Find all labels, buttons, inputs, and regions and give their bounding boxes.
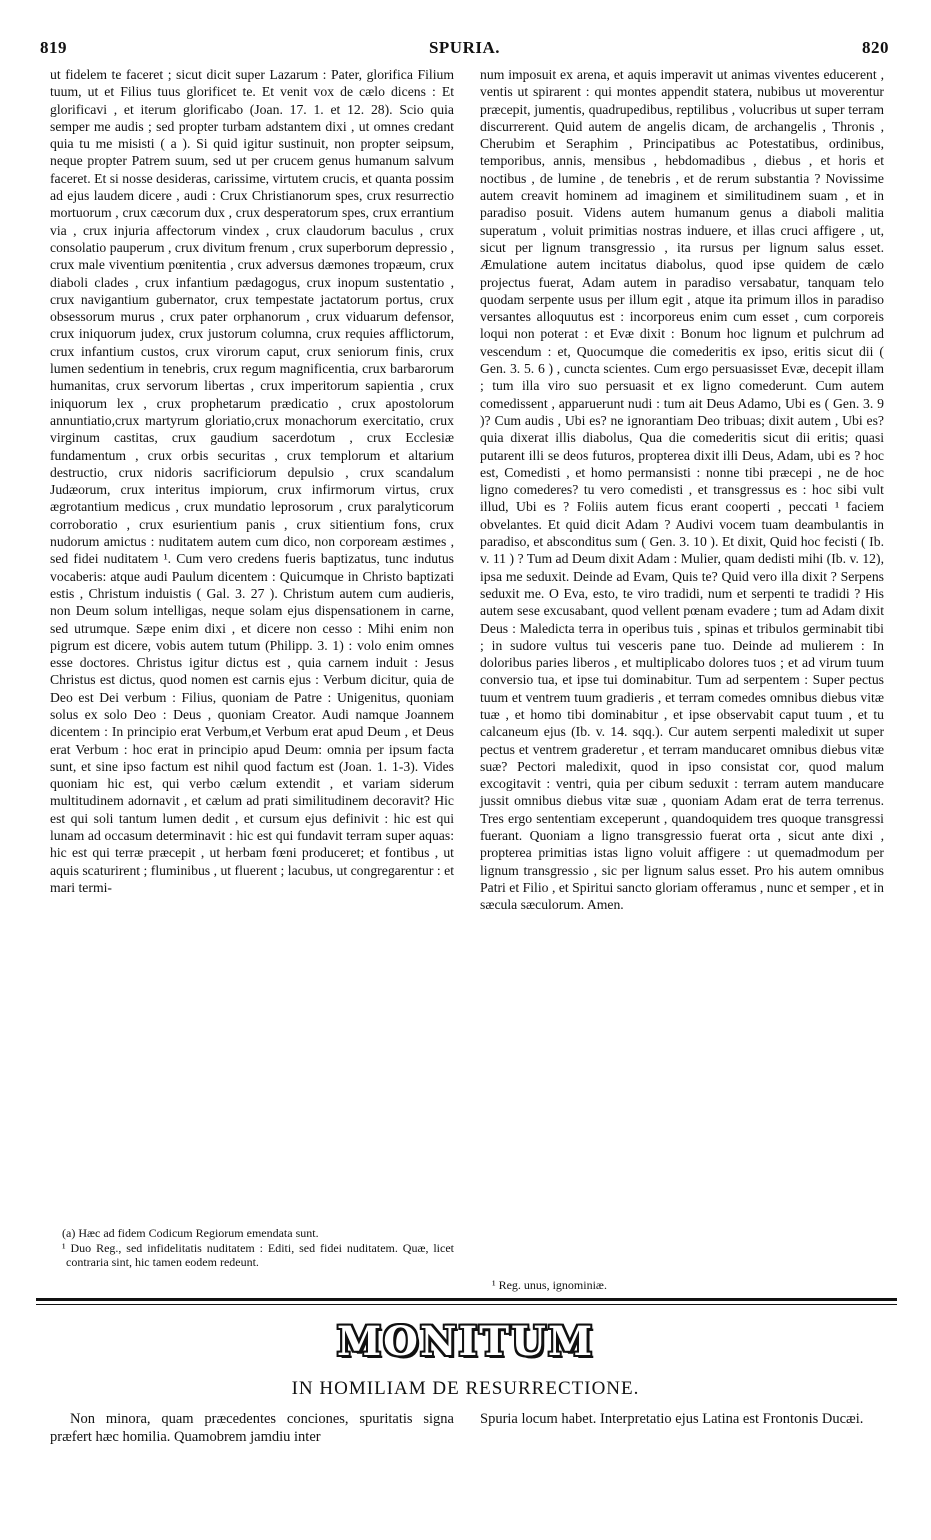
footnotes-right [480,1278,884,1293]
right-column-text: num imposuit ex arena, et aquis imperavit ut animas viventes educerent , ventis ut spirarent : qui montes appendit statera, nubibus ut moverentur præcepit, jumentis, quadrupedibus, reptilibus , volucribus ut super terram discurrerent. Quid autem de angelis dicam, de archangelis , Thronis , Cherubim et Seraphim , Principatibus ac Potestatibus, ordinibus, temporibus, annis, mensibus , hebdomadibus , diebus , et horis et noctibus , de lumine , de tenebris , et de rerum substantia ? Novissime autem creavit hominem ad imaginem et similitudinem suam , et in paradiso posuit. Videns autem humanum genus a diaboli malitia superatum , voluit primitias nostras induere, et illas cruci affigere , ut, sicut per lignum transgressio , ita rursus per lignum salus esset. Æmulatione autem incitatus diabolus, quod ipse quidem de cælo projectus fuerat, Adam autem in paradiso versabatur, tanquam telo quodam serpente usus per illum egit , atque ita primum illos in paradiso versantes alloquutus est : incorporeus enim cum esset , cum corporeis loqui non poterat : et Evæ dixit : Bonum hoc lignum et pulchrum ad vescendum : et, Quocumque die comederitis ex ipso, eritis sicut dii ( Gen. 3. 5. 6 ) , cuncta scientes. Cum ergo persuasisset Evæ, decepit illam ; tum illa viro suo persuasit et ex ligno comederunt. Cum autem comedissent , apparuerunt nudi : tum ait Deus Adamo, Ubi es ( Gen. 3. 9 )? Cum audis , Ubi es? ne ignorantiam Deo tribuas; dixit autem , Ubi es? quia dixerat illis diabolus, Qua die comederitis sicut dii eritis; quasi putarent illi se deos futuros, propterea dixit illi Deus, Adam, ubi es ? hoc est, Comedisti , et homo permansisti : nonne tibi præcepi , ne de hoc ligno comederes? tu vero comedisti , et transgressus es : hoc sibi vult illud, Ubi es ? Foliis autem ficus erant cooperti , peccati ¹ faciem obvelantes. Et quid dicit Adam ? Audivi vocem tuam deambulantis in paradiso, et absconditus sum ( Gen. 3. 10 ). Et dixit, Quid hoc fecisti ( Ib. v. 11 ) ? Tum ad Deum dixit Adam : Mulier, quam dedisti mihi (Ib. v. 12), ipsa me seduxit. Deinde ad Evam, Quis te? Quid vero illa dixit ? Serpens seduxit me. O Eva, esto, te viro tradidi, num et serpenti te tradidi ? His autem sese excusabant, quod vellent pœnam evadere ; tum ad Adam dixit Deus : Maledicta terra in operibus tuis , spinas et tribulos germinabit tibi ; in sudore vultus tui vesceris pane tuo. Deinde ad mulierem : In doloribus paries liberos , et multiplicabo dolores tuos ; et ad virum tuum conversio tua, et ipse tui dominabitur. Tum ad serpentem : Super pectus tuum et ventrem tuum gradieris , et terram comedes omnibus diebus vitæ tuæ , et homo tibi dominabitur , et ipse observabit caput tuum , et tu calcaneum ejus (Ib. v. 14. sqq.). Cur autem serpenti maledixit ut super pectus et ventrem graderetur , et terram manducaret omnibus diebus vitæ suæ? Pectori maledixit, quod in ipso consistat cor, quod malum excogitavit : ventri, quia per cibum seduxit : terram autem manducare jussit omnibus diebus vitæ suæ , quoniam Adam erat de terra terrenus. Tres ergo sententiam exceperunt , quandoquidem tres quoque transgressi fuerant. Quoniam a ligno transgressio fuerat orta , sicut ante dixi , propterea primitias istas ligno voluit affigere : ut quemadmodum per lignum transgressio , sic per lignum salus esset. Pro his autem omnibus Patri et Filio , et Spiritui sancto gloriam offeramus , nunc et semper , et in sæcula sæculorum. Amen. [480,67,884,913]
footnotes-left [50,1226,454,1270]
monitum-subtitle: IN HOMILIAM DE RESURRECTIONE. [291,1378,640,1399]
footnote: ¹ Reg. unus, ignominiæ. [492,1278,607,1292]
monitum-paragraph-left: Non minora, quam præcedentes conciones, spuritatis signa præfert hæc homilia. Quamobrem jamdiu inter [50,1411,454,1445]
footnote: (a) Hæc ad fidem Codicum Regiorum emendata sunt. [62,1226,319,1240]
monitum-text-right [480,1410,884,1428]
monitum-heading: MONITUM [336,1318,595,1365]
section-rule-thin [36,1304,897,1305]
left-column-text: ut fidelem te faceret ; sicut dicit super Lazarum : Pater, glorifica Filium tuum, ut et Filius tuus glorificet te. Et venit vox de cælo dicens : Et glorificavi , et iterum glorificabo (Joan. 17. 1. et 12. 28). Scio quia semper me audis ; sed propter turbam adstantem dixi , ut omnes credant quia tu me misisti ( a ). Si quid igitur sustinuit, non propter seipsum, neque propter Patrem suum, sed ut per crucem genus humanum salvum faceret. Et si nosse desideras, carissime, virtutem crucis, et quanta possim ad ejus laudem dicere , audi : Crux Christianorum spes, crux resurrectio mortuorum , crux cæcorum dux , crux desperatorum spes, crux errantium via , crux injuria affectorum vindex , crux claudorum baculus , crux consolatio pauperum , crux divitum frenum , crux superborum depressio , crux male viventium pœnitentia , crux adversus dæmones tropæum, crux diaboli clades , crux infantium pædagogus, crux inopum sustentatio , crux navigantium gubernator, crux tempestate jactatorum portus, crux obsessorum murus , crux pater orphanorum , crux viduarum defensor, crux iniquorum judex, crux justorum columna, crux requies afflictorum, crux infantium custos, crux virorum caput, crux seniorum finis, crux lumen sedentium in tenebris, crux regum magnificentia, crux barbarorum humanitas, crux servorum libertas , crux imperitorum sapientia , crux iniquorum lex , crux prophetarum prædicatio , crux apostolorum annuntiatio,crux martyrum gloriatio,crux monachorum exercitatio, crux virginum castitas, crux gaudium sacerdotum , crux Ecclesiæ fundamentum , crux orbis securitas , crux templorum et altarium destructio, crux nidoris sacrificiorum depulsio , crux scandalum Judæorum, crux interitus impiorum, crux infirmorum virtus, crux ægrotantium medicus , crux mundatio leprosorum , crux paralyticorum corroboratio , crux esurientium panis , crux sitientium fons, crux nudorum amictus : nuditatem autem cum dico, non corpoream æstimes , sed fidei nuditatem ¹. Cum vero credens fueris baptizatus, tunc indutus vocaberis: atque audi Paulum dicentem : Quicumque in Christo baptizati estis , Christum induistis ( Gal. 3. 27 ). Christum autem cum audieris, non Deum solum intelligas, neque solam ejus dispensationem in carne, sed utrumque. Sæpe enim dixi , et dicere non cesso : Mihi enim non pigrum est dicere, vobis autem tutum (Philipp. 3. 1) : volo enim omnes esse doctores. Christus igitur dictus est , quia carnem induit : Jesus Christus est dictus, quod nomen est carnis ejus : Verbum dicitur, quia de Deo est Dei verbum : Filius, quoniam de Patre : Unigenitus, quoniam solus ex solo Deo : Deus , quoniam Creator. Audi namque Joannem dicentem : In principio erat Verbum,et Verbum erat apud Deum , et Deus erat Verbum : hoc erat in principio apud Deum: omnia per ipsum facta sunt, et sine ipso factum est nihil quod factum est (Joan. 1. 1-3). Vides quoniam hic est, qui verbo cælum extendit , et variam siderum multitudinem adornavit , et cælum ad prati similitudinem decoravit? Hic est qui soli tantum lumen dedit , et cursum ejus definivit : hic est qui lunam ad occasum determinavit : hic est qui fundavit terram super aquas: hic est qui terræ præcepit , ut herbam fœni produceret; et fontibus , ut aquis scaturirent ; fluminibus , ut fluerent ; lacubus, ut congregarentur : et mari termi- [50,67,454,895]
right-column [480,66,884,914]
left-column [50,66,454,896]
running-header [40,38,889,60]
monitum-text-left [50,1410,454,1446]
monitum-paragraph-right: Spuria locum habet. Interpretatio ejus Latina est Frontonis Ducæi. [480,1411,864,1427]
page-number-right: 820 [862,38,889,57]
footnote: ¹ Duo Reg., sed infidelitatis nuditatem : Editi, sed fidei nuditatem. Quæ, licet contraria sint, hic tamen eodem redeunt. [62,1240,454,1269]
running-title: SPURIA. [428,38,501,57]
section-rule-thick [36,1298,897,1301]
page-number-left: 819 [40,38,67,57]
